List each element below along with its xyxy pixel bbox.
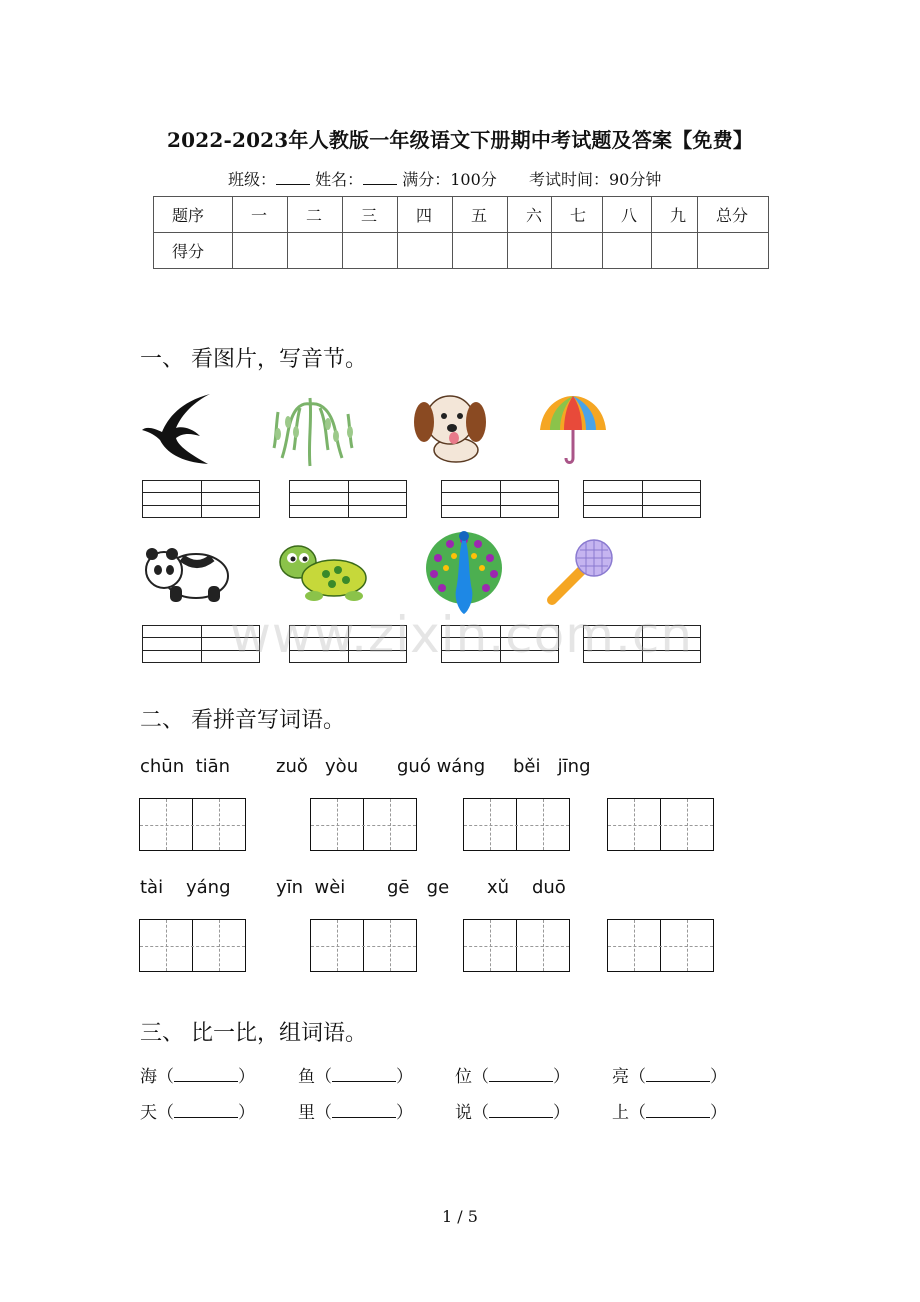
exam-time: 考试时间：90分钟 [528, 170, 662, 189]
character-grid[interactable] [607, 919, 714, 972]
pinyin-grid[interactable] [142, 480, 260, 518]
pinyin-grid[interactable] [441, 480, 559, 518]
section-1-title: 一、 看图片，写音节。 [140, 347, 367, 372]
pinyin-label: zuǒ yòu [276, 756, 359, 777]
microphone-icon [544, 538, 616, 606]
character-grid[interactable] [310, 798, 417, 851]
score-cell[interactable] [453, 233, 508, 269]
character-grid[interactable] [139, 798, 246, 851]
turtle-icon [276, 540, 370, 604]
table-cell: 得分 [154, 233, 233, 269]
puppy-icon [408, 388, 490, 464]
score-cell[interactable] [233, 233, 288, 269]
word-char: 上 [612, 1103, 629, 1123]
score-cell[interactable] [652, 233, 698, 269]
exam-info [228, 167, 661, 190]
word-item[interactable]: 说（ ） [455, 1103, 570, 1123]
score-cell[interactable] [343, 233, 398, 269]
pinyin-grid[interactable] [289, 480, 407, 518]
table-cell: 六 [508, 197, 552, 233]
word-item[interactable]: 里（ ） [298, 1103, 413, 1123]
word-item[interactable]: 位（ ） [455, 1067, 570, 1087]
word-item[interactable]: 上（ ） [612, 1103, 727, 1123]
table-cell: 五 [453, 197, 508, 233]
score-cell[interactable] [603, 233, 652, 269]
score-cell[interactable] [508, 233, 552, 269]
word-char: 亮 [612, 1067, 629, 1087]
watermark: www.zixin.com.cn [230, 606, 694, 664]
table-cell: 四 [398, 197, 453, 233]
score-table-header [154, 197, 769, 233]
section-3-title: 三、 比一比，组词语。 [140, 1021, 367, 1046]
pinyin-grid[interactable] [583, 480, 701, 518]
table-cell: 题序 [154, 197, 233, 233]
peacock-icon [424, 528, 506, 616]
umbrella-icon [538, 394, 608, 466]
character-grid[interactable] [310, 919, 417, 972]
word-item[interactable]: 海（ ） [140, 1067, 255, 1087]
word-item[interactable]: 鱼（ ） [298, 1067, 413, 1087]
word-char: 鱼 [298, 1067, 315, 1087]
class-label: 班级： [228, 170, 277, 189]
word-item[interactable]: 亮（ ） [612, 1067, 727, 1087]
character-grid[interactable] [607, 798, 714, 851]
name-blank [363, 170, 397, 185]
table-cell: 八 [603, 197, 652, 233]
willow-icon [270, 392, 356, 468]
name-label: 姓名： [315, 170, 364, 189]
table-cell: 一 [233, 197, 288, 233]
word-item[interactable]: 天（ ） [140, 1103, 255, 1123]
pinyin-label: guó wáng [397, 756, 486, 777]
word-char: 里 [298, 1103, 315, 1123]
score-table [153, 196, 769, 269]
pinyin-label: yīn wèi [276, 877, 346, 898]
table-cell: 七 [552, 197, 603, 233]
word-char: 说 [455, 1103, 472, 1123]
score-cell[interactable] [698, 233, 769, 269]
page-number: 1 / 5 [442, 1207, 478, 1226]
pinyin-label: tài yáng [140, 877, 231, 898]
score-cell[interactable] [288, 233, 343, 269]
swallow-icon [140, 392, 212, 466]
pinyin-label: xǔ duō [487, 877, 566, 898]
class-blank [276, 170, 310, 185]
full-score: 满分：100分 [402, 170, 497, 189]
character-grid[interactable] [463, 919, 570, 972]
pinyin-label: gē ge [387, 877, 450, 898]
table-cell: 三 [343, 197, 398, 233]
pinyin-label: běi jīng [513, 756, 591, 777]
word-char: 天 [140, 1103, 157, 1123]
word-char: 海 [140, 1067, 157, 1087]
table-cell: 九 [652, 197, 698, 233]
character-grid[interactable] [139, 919, 246, 972]
table-cell: 总分 [698, 197, 769, 233]
word-char: 位 [455, 1067, 472, 1087]
score-table-row [154, 233, 769, 269]
document-title: 2022-2023年人教版一年级语文下册期中考试题及答案【免费】 [166, 128, 754, 152]
pinyin-label: chūn tiān [140, 756, 231, 777]
score-cell[interactable] [398, 233, 453, 269]
panda-icon [142, 542, 230, 604]
score-cell[interactable] [552, 233, 603, 269]
section-2-title: 二、 看拼音写词语。 [140, 708, 345, 733]
table-cell: 二 [288, 197, 343, 233]
character-grid[interactable] [463, 798, 570, 851]
